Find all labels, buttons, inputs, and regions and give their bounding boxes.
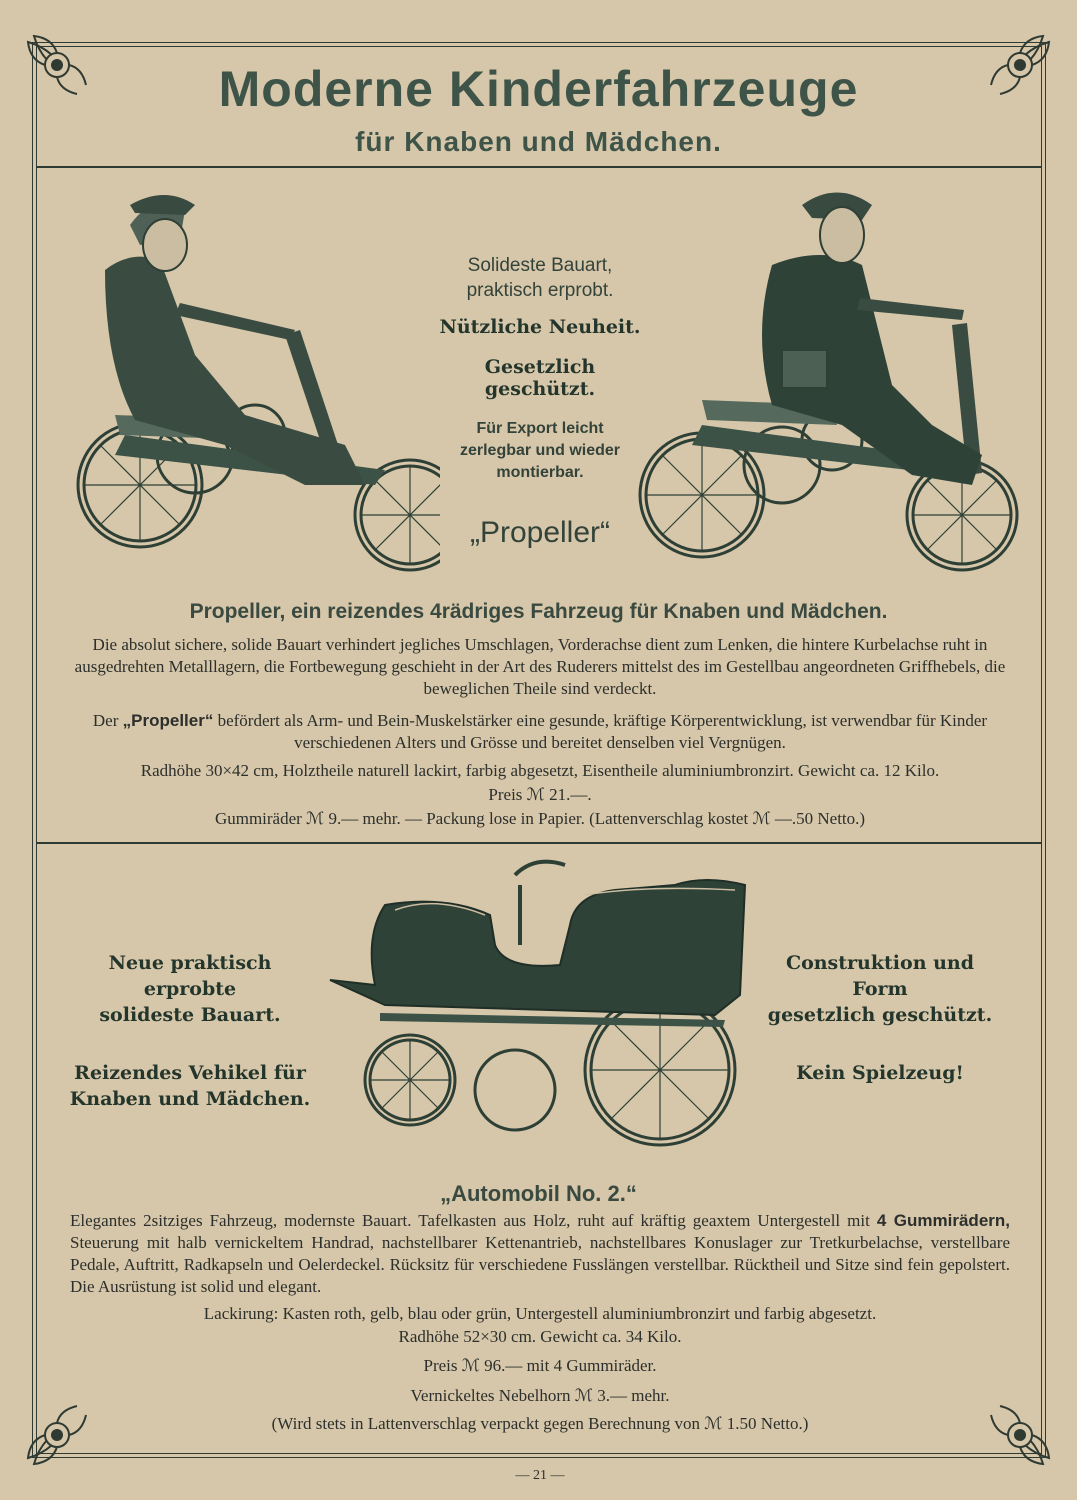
automobil-right-features: [760, 950, 1000, 1086]
propeller-features: [430, 253, 650, 484]
corner-ornament-bottom-right: [985, 1400, 1055, 1470]
section-divider: [36, 842, 1042, 844]
feature-protected: Gesetzlich geschützt.: [484, 356, 596, 400]
automobil-paint: Lackirung: Kasten roth, gelb, blau oder grün, Untergestell aluminiumbronzirt und farbig abgesetzt.: [203, 1304, 877, 1323]
propeller-illustration-right: [632, 185, 1032, 580]
left-feature-1: Neue praktisch erprobte: [108, 952, 272, 1000]
automobil-desc-bold: 4 Gummirädern,: [876, 1211, 1010, 1230]
automobil-description: [70, 1210, 1010, 1298]
feature-export-1: Für Export leicht: [476, 420, 604, 437]
automobil-specs: Radhöhe 52×30 cm. Gewicht ca. 34 Kilo.: [398, 1327, 682, 1346]
automobil-illustration: [325, 855, 755, 1165]
automobil-horn: Vernickeltes Nebelhorn ℳ 3.— mehr.: [410, 1386, 670, 1405]
feature-export-2: zerlegbar und wieder: [459, 442, 621, 459]
propeller-illustration-left: [45, 185, 440, 575]
desc2-pre: Der: [92, 711, 123, 730]
right-feature-1: Construktion und Form: [785, 952, 975, 1000]
left-feature-2: solideste Bauart.: [99, 1004, 281, 1026]
right-feature-3: Kein Spielzeug!: [796, 1062, 964, 1084]
automobil-left-features: [60, 950, 320, 1112]
page-subtitle: für Knaben und Mädchen.: [355, 126, 722, 157]
left-feature-3: Reizendes Vehikel für: [74, 1062, 306, 1084]
feature-line-1: Solideste Bauart,: [467, 255, 613, 276]
header-divider: [36, 166, 1042, 168]
desc2-post: befördert als Arm- und Bein-Muskelstärker eine gesunde, kräftige Körperentwicklung, ist verwendbar für Kinder verschiedenen Alters und Grösse und bereitet denselben viel Vergnügen.: [213, 711, 988, 752]
automobil-desc-pre: Elegantes 2sitziges Fahrzeug, modernste Bauart. Tafelkasten aus Holz, ruht auf kräftig geaxtem Untergestell mit: [70, 1211, 877, 1230]
propeller-specs: Radhöhe 30×42 cm, Holztheile naturell lackirt, farbig abgesetzt, Eisentheile aluminiumbronzirt. Gewicht ca. 12 Kilo.: [140, 761, 940, 780]
page-number: — 21 —: [515, 1468, 565, 1483]
automobil-name: „Automobil No. 2.“: [440, 1181, 637, 1206]
propeller-extras: Gummiräder ℳ 9.— mehr. — Packung lose in Papier. (Lattenverschlag kostet ℳ —.50 Netto.): [214, 809, 866, 828]
right-feature-2: gesetzlich geschützt.: [767, 1004, 993, 1026]
propeller-description-2: [60, 710, 1020, 754]
left-feature-4: Knaben und Mädchen.: [69, 1088, 311, 1110]
propeller-name-inline: „Propeller“: [122, 711, 214, 730]
automobil-packing: (Wird stets in Lattenverschlag verpackt gegen Berechnung von ℳ 1.50 Netto.): [271, 1414, 809, 1433]
feature-novelty: Nützliche Neuheit.: [439, 316, 641, 338]
feature-line-2: praktisch erprobt.: [466, 280, 614, 301]
propeller-description: Die absolut sichere, solide Bauart verhindert jegliches Umschlagen, Vorderachse dient zum Lenken, die hintere Kurbelachse ruht in ausgedrehten Metalllagern, die Fortbewegung geschieht in der Art des Ruderers mittelst des im Gestellbau angeordneten Griffhebels, die beweglichen Theile sind verdeckt.: [74, 635, 1006, 698]
automobil-desc-post: Steuerung mit halb vernickeltem Handrad, nachstellbarer Kettenantrieb, nachstellbares Konuslager zur Tretkurbelachse, verstellbare Pedale, Auftritt, Radkapseln und Oelerdeckel. Rücksitz für verschiedene Fusslängen verstellbar. Rücktheil und Sitze sind fein gepolstert. Die Ausrüstung ist solid und elegant.: [70, 1233, 1010, 1296]
automobil-price: Preis ℳ 96.— mit 4 Gummiräder.: [423, 1356, 657, 1375]
feature-export-3: montierbar.: [496, 464, 584, 481]
corner-ornament-bottom-left: [22, 1400, 92, 1470]
page-title: Moderne Kinderfahrzeuge: [218, 61, 859, 117]
propeller-price: Preis ℳ 21.—.: [488, 785, 592, 804]
propeller-name: „Propeller“: [469, 516, 611, 549]
propeller-heading: Propeller, ein reizendes 4rädriges Fahrzeug für Knaben und Mädchen.: [189, 600, 888, 623]
